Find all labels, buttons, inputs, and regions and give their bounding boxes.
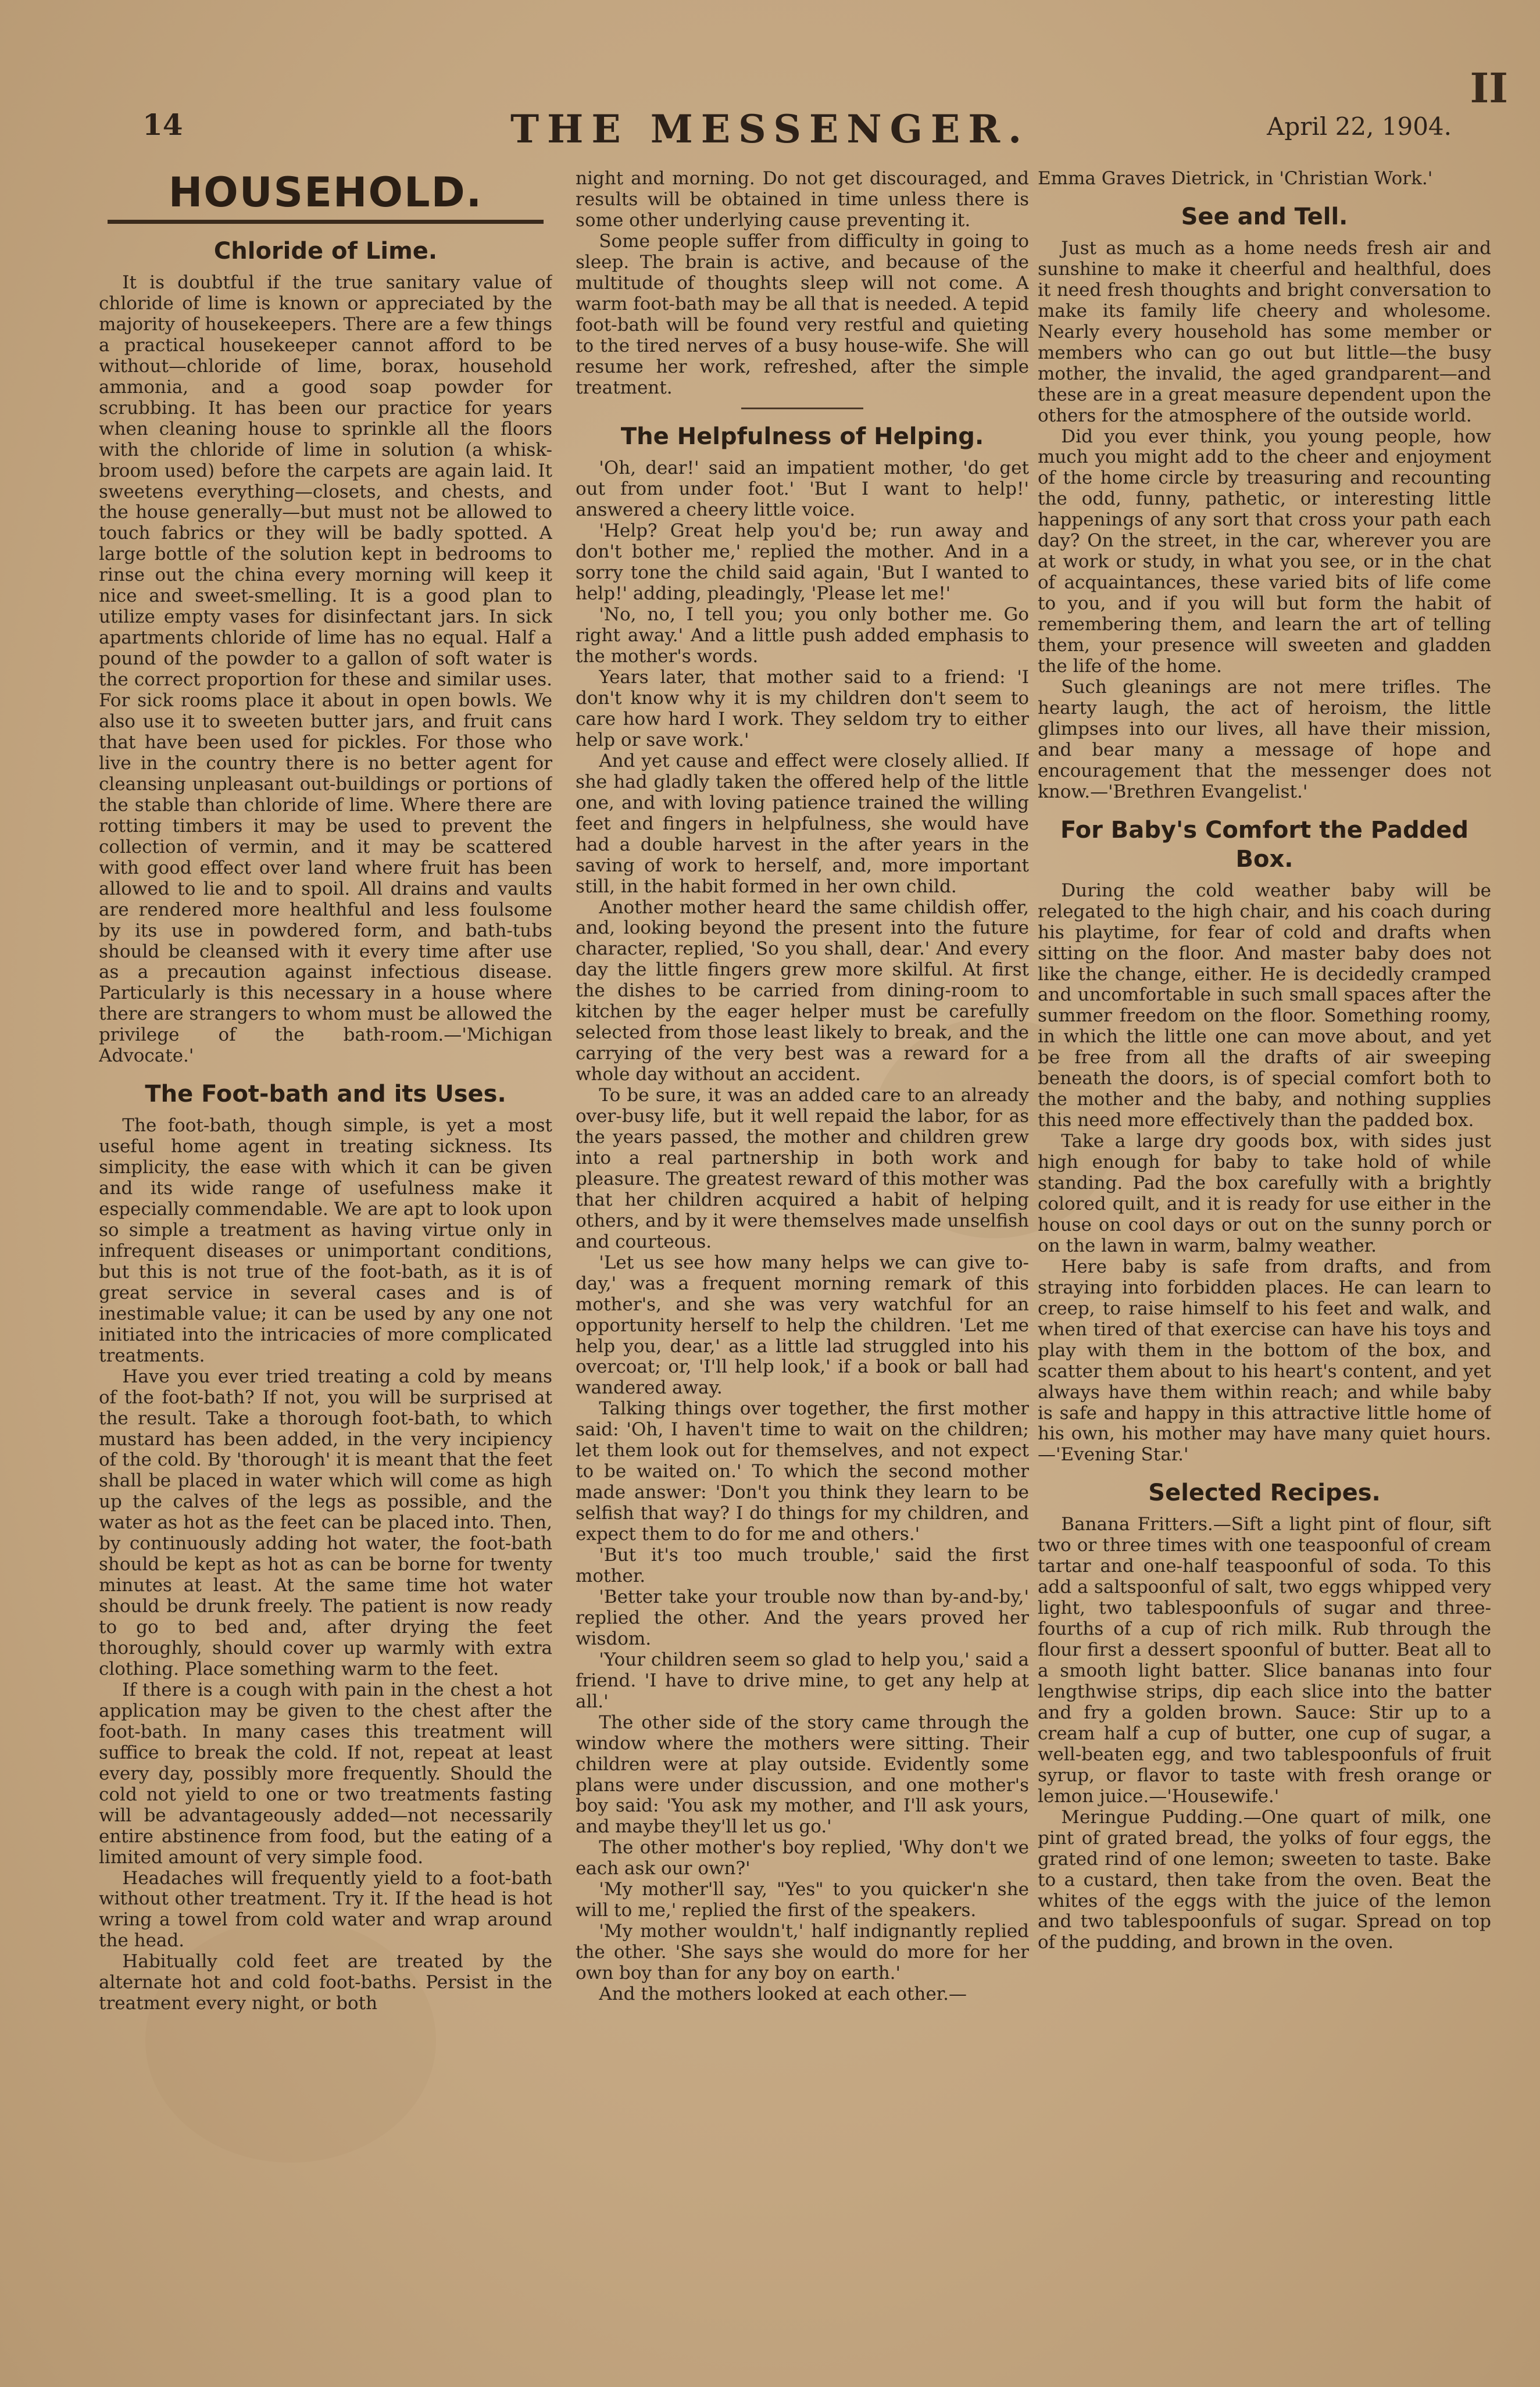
column-3 [1038, 169, 1491, 2360]
department-rule [108, 220, 544, 224]
article-heading: Chloride of Lime. [213, 238, 438, 265]
department-heading: HOUSEHOLD. [168, 169, 483, 216]
paragraph: It is doubtful if the true sanitary value of chloride of lime is known or appreciated by the majority of housekeepers. There are a few things a practical housekeeper cannot afford to be without—chloride of lime, borax, household ammonia, and a good soap powder for scrubbing. It has been our practice for years when cleaning house to sprinkle all the floors with the chloride of lime in solution (a whisk-broom used) before the carpets are again laid. It sweetens everything—closets, and chests, and the house generally—but must not be allowed to touch fabrics or they will be badly spotted. A large bottle of the solution kept in bedrooms to rinse out the china every morning will keep it nice and sweet-smelling. It is a good plan to utilize empty vases for disinfectant jars. In sick apartments chloride of lime has no equal. Half a pound of the powder to a gallon of soft water is the correct proportion for these and similar uses. For sick rooms place it about in open bowls. We also use it to sweeten butter jars, and fruit cans that have been used for pickles. For those who live in the country there is no better agent for cleansing unpleasant out-buildings or portions of the stable than chloride of lime. Where there are rotting timbers it may be used to prevent the collection of vermin, and it may be scattered with good effect over land where fruit has been allowed to lie and to spoil. All drains and vaults are rendered more healthful and less foulsome by its use in powdered form, and bath-tubs should be cleansed with it every time after use as a precaution against infectious disease. Particularly is this necessary in a house where there are strangers to whom must be allowed the privilege of the bath-room.—'Michigan Advocate.' [99, 272, 552, 1067]
paragraph: 'Your children seem so glad to help you,' said a friend. 'I have to drive mine, to get any help at all.' [576, 1649, 1029, 1712]
paragraph: Have you ever tried treating a cold by means of the foot-bath? If not, you will be surprised at the result. Take a thorough foot-bath, to which mustard has been added, in the very incipiency of the cold. By 'thorough' it is meant that the feet shall be placed in water which will come as high up the calves of the legs as possible, and the water as hot as the feet can be placed into. Then, by continuously adding hot water, the foot-bath should be kept as hot as can be borne for twenty minutes at least. At the same time hot water should be drunk freely. The patient is now ready to go to bed and, after drying the feet thoroughly, should cover up warmly with extra clothing. Place something warm to the feet. [99, 1366, 552, 1680]
page-number: 14 [142, 108, 183, 142]
paragraph: And yet cause and effect were closely allied. If she had gladly taken the offered help of the little one, and with loving patience trained the willing feet and fingers in helpfulness, she would have had a double harvest in the after years in the saving of work to herself, and, more important still, in the habit formed in her own child. [576, 750, 1029, 897]
paragraph-continued: night and morning. Do not get discouraged, and results will be obtained in time unless there is some other underlying cause preventing it. [576, 169, 1029, 231]
paragraph: Some people suffer from difficulty in going to sleep. The brain is active, and because of the multitude of thoughts sleep will not come. A warm foot-bath may be all that is needed. A tepid foot-bath will be found very restful and quieting to the tired nerves of a busy house-wife. She will resume her work, refreshed, after the simple treatment. [576, 230, 1029, 398]
corner-mark: II [1470, 64, 1508, 112]
paragraph: Banana Fritters.—Sift a light pint of flour, sift two or three times with one teaspoonful of cream tartar and one-half teaspoonful of soda. To this add a saltspoonful of salt, two eggs whipped very light, two tablespoonfuls of sugar and three-fourths of a cup of rich milk. Rub through the flour first a dessert spoonful of butter. Beat all to a smooth light batter. Slice bananas into four lengthwise strips, dip each slice into the batter and fry a golden brown. Sauce: Stir up to a cream half a cup of butter, one cup of sugar, a well-beaten egg, and two tablespoonfuls of fruit syrup, or flavor to taste with fresh orange or lemon juice.—'Housewife.' [1038, 1514, 1491, 1807]
article-separator [741, 408, 863, 409]
paragraph: The other side of the story came through the window where the mothers were sitting. Their children were at play outside. Evidently some plans were under discussion, and one mother's boy said: 'You ask my mother, and I'll ask yours, and maybe they'll let us go.' [576, 1711, 1029, 1838]
paragraph: 'Better take your trouble now than by-and-by,' replied the other. And the years proved her wisdom. [576, 1586, 1029, 1649]
article-heading: Selected Recipes. [1148, 1480, 1381, 1507]
article-heading: The Foot-bath and its Uses. [145, 1081, 506, 1108]
paragraph: The foot-bath, though simple, is yet a most useful home agent in treating sickness. Its simplicity, the ease with which it can be given and its wide range of usefulness make it especially commendable. We are apt to look upon so simple a treatment as having virtue only in infrequent diseases or unimportant conditions, but this is not true of the foot-bath, as it is of great service in several cases and is of inestimable value; it can be used by any one not initiated into the intricacies of more complicated treatments. [99, 1115, 552, 1366]
paragraph: 'Oh, dear!' said an impatient mother, 'do get out from under foot.' 'But I want to help!' answered a cheery little voice. [576, 458, 1029, 521]
paragraph: Just as much as a home needs fresh air and sunshine to make it cheerful and healthful, does it need fresh thoughts and bright conversation to make its family life cheery and wholesome. Nearly every household has some member or members who can go out but little—the busy mother, the invalid, the aged grandparent—and these are in a great measure dependent upon the others for the atmosphere of the outside world. [1038, 237, 1491, 426]
paragraph: Such gleanings are not mere trifles. The hearty laugh, the act of heroism, the little glimpses into our lives, all have their mission, and bear many a message of hope and encouragement that the messenger does not know.—'Brethren Evangelist.' [1038, 676, 1491, 802]
paragraph: Did you ever think, you young people, how much you might add to the cheer and enjoyment of the home circle by treasuring and recounting the odd, funny, pathetic, or interesting little happenings of any sort that cross your path each day? On the street, in the car, wherever you are at work or study, in what you see, or in the chat of acquaintances, these varied bits of life come to you, and if you will but form the habit of remembering them, and learn the art of telling them, your presence will sweeten and gladden the life of the home. [1038, 426, 1491, 677]
paragraph: Take a large dry goods box, with sides just high enough for baby to take hold of while standing. Pad the box carefully with a brightly colored quilt, and it is ready for use either in the house on cool days or out on the sunny porch or on the lawn in warm, balmy weather. [1038, 1131, 1491, 1256]
masthead [0, 102, 1540, 160]
paragraph: Another mother heard the same childish offer, and, looking beyond the present into the future character, replied, 'So you shall, dear.' And every day the little fingers grew more skilful. At first the dishes to be carried from dining-room to kitchen by the eager helper must be carefully selected from those least likely to break, and the carrying of the very best was a reward for a whole day without an accident. [576, 896, 1029, 1085]
column-2 [576, 169, 1029, 2360]
paragraph: Years later, that mother said to a friend: 'I don't know why it is my children don't seem to care how hard I work. They seldom try to either help or save work.' [576, 667, 1029, 751]
article-heading: For Baby's Comfort the Padded Box. [1060, 816, 1469, 873]
paragraph: 'Let us see how many helps we can give to-day,' was a frequent morning remark of this mother's, and she was very watchful for an opportunity herself to help the children. 'Let me help you, dear,' as a little lad struggled into his overcoat; or, 'I'll help look,' if a book or ball had wandered away. [576, 1252, 1029, 1399]
article-heading: The Helpfulness of Helping. [620, 423, 984, 451]
article-heading: See and Tell. [1181, 203, 1348, 230]
paragraph: 'My mother'll say, "Yes" to you quicker'n she will to me,' replied the first of the speakers. [576, 1879, 1029, 1921]
paragraph: The other mother's boy replied, 'Why don't we each ask our own?' [576, 1837, 1029, 1879]
paragraph: 'But it's too much trouble,' said the first mother. [576, 1545, 1029, 1586]
column-1 [99, 169, 552, 2360]
paragraph: And the mothers looked at each other.— [599, 1984, 967, 2005]
paragraph: 'My mother wouldn't,' half indignantly replied the other. 'She says she would do more for her own boy than for any boy on earth.' [576, 1921, 1029, 1984]
paragraph: During the cold weather baby will be relegated to the high chair, and his coach during his playtime, for fear of cold and drafts when sitting on the floor. And master baby does not like the change, either. He is decidedly cramped and uncomfortable in such small spaces after the summer freedom on the floor. Something roomy, in which the little one can move about, and yet be free from all the drafts of air sweeping beneath the doors, is of special comfort both to the mother and the baby, and nothing supplies this need more effectively than the padded box. [1038, 880, 1491, 1131]
paragraph: Habitually cold feet are treated by the alternate hot and cold foot-baths. Persist in the treatment every night, or both [99, 1951, 552, 2014]
paragraph: If there is a cough with pain in the chest a hot application may be given to the chest after the foot-bath. In many cases this treatment will suffice to break the cold. If not, repeat at least every day, possibly more frequently. Should the cold not yield to one or two treatments fasting will be advantageously added—not necessarily entire abstinence from food, but the eating of a limited amount of very simple food. [99, 1679, 552, 1868]
paragraph: To be sure, it was an added care to an already over-busy life, but it well repaid the labor, for as the years passed, the mother and children grew into a real partnership in both work and pleasure. The greatest reward of this mother was that her children acquired a habit of helping others, and by it were themselves made unselfish and courteous. [576, 1085, 1029, 1252]
paragraph-continued: Emma Graves Dietrick, in 'Christian Work.' [1038, 169, 1433, 189]
paragraph: 'No, no, I tell you; you only bother me. Go right away.' And a little push added emphasis to the mother's words. [576, 604, 1029, 667]
newspaper-title: THE MESSENGER. [510, 106, 1030, 152]
paragraph: Headaches will frequently yield to a foot-bath without other treatment. Try it. If the head is hot wring a towel from cold water and wrap around the head. [99, 1867, 552, 1952]
paragraph: Talking things over together, the first mother said: 'Oh, I haven't time to wait on the children; let them look out for themselves, and not expect to be waited on.' To which the second mother made answer: 'Don't you think they learn to be selfish that way? I do things for my children, and expect them to do for me and others.' [576, 1398, 1029, 1545]
paragraph: 'Help? Great help you'd be; run away and don't bother me,' replied the mother. And in a sorry tone the child said again, 'But I wanted to help!' adding, pleadingly, 'Please let me!' [576, 520, 1029, 605]
paragraph: Meringue Pudding.—One quart of milk, one pint of grated bread, the yolks of four eggs, the grated rind of one lemon; sweeten to taste. Bake to a custard, then take from the oven. Beat the whites of the eggs with the juice of the lemon and two tablespoonfuls of sugar. Spread on top of the pudding, and brown in the oven. [1038, 1806, 1491, 1953]
paragraph: Here baby is safe from drafts, and from straying into forbidden places. He can learn to creep, to raise himself to his feet and walk, and when tired of that exercise can have his toys and play with them in the bottom of the box, and scatter them about to his heart's content, and yet always have them within reach; and while baby is safe and happy in this attractive little home of his own, his mother may have many quiet hours.—'Evening Star.' [1038, 1256, 1491, 1466]
issue-date: April 22, 1904. [1267, 112, 1452, 141]
